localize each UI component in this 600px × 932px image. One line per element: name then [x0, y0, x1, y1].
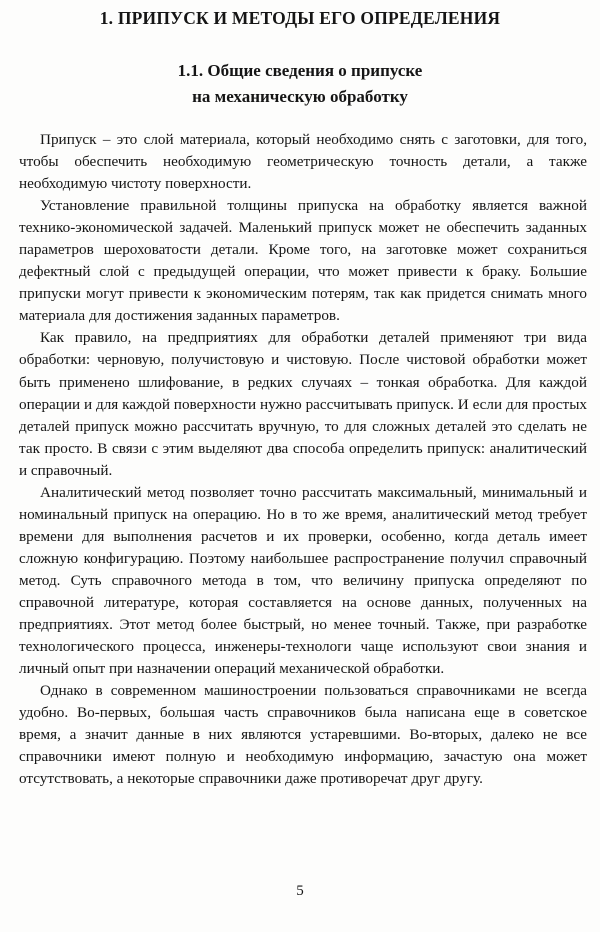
section-title-line-2: на механическую обработку [192, 87, 408, 106]
section-title [0, 58, 600, 110]
paragraph-definition: Припуск – это слой материала, который необходимо снять с заготовки, для того, чтобы обеспечить необходимую геометрическую точность детали, а также необходимую чистоту поверхности. [19, 131, 587, 193]
section-title-line-1: 1.1. Общие сведения о припуске [177, 61, 423, 80]
paragraph-processing-types: Как правило, на предприятиях для обработки деталей применяют три вида обработки: черновую, получистовую и чистовую. После чистовой обработки может быть применено шлифование, в редких случаях – тонкая обработка. Для каждой операции и для каждой поверхности нужно рассчитывать припуск. И если для простых деталей припуск можно рассчитать вручную, то для сложных деталей это сделать не так просто. В связи с этим выделяют два способа определить припуск: аналитический и справочный. [19, 329, 587, 479]
body-text [19, 129, 587, 790]
chapter-title: 1. ПРИПУСК И МЕТОДЫ ЕГО ОПРЕДЕЛЕНИЯ [99, 8, 501, 28]
paragraph-analytical-method: Аналитический метод позволяет точно рассчитать максимальный, минимальный и номинальный припуск на операцию. Но в то же время, аналитический метод требует времени для выполнения расчетов и их проверки, особенно, когда деталь имеет сложную конфигурацию. Поэтому наибольшее распространение получил справочный метод. Суть справочного метода в том, что величину припуска определяют по справочной литературе, которая составляется на основе данных, полученных на предприятиях. Этот метод более быстрый, но менее точный. Также, при разработке технологического процесса, инженеры-технологи чаще используют свои знания и личный опыт при назначении операций механической обработки. [19, 483, 587, 678]
paragraph-reference-books: Однако в современном машиностроении пользоваться справочниками не всегда удобно. Во-первых, большая часть справочников была написана еще в советское время, а значит данные в них являются устаревшими. Во-вторых, далеко не все справочники имеют полную и необходимую информацию, зачастую она может отсутствовать, а некоторые справочники даже противоречат друг другу. [19, 682, 587, 788]
paragraph-allowance-thickness: Установление правильной толщины припуска на обработку является важной технико-экономической задачей. Маленький припуск может не обеспечить заданных параметров шероховатости детали. Кроме того, на заготовке может сохраниться дефектный слой с предыдущей операции, что может привести к браку. Большие припуски могут привести к экономическим потерям, так как придется снимать много материала для достижения заданных параметров. [19, 197, 587, 325]
page-number: 5 [296, 883, 304, 899]
